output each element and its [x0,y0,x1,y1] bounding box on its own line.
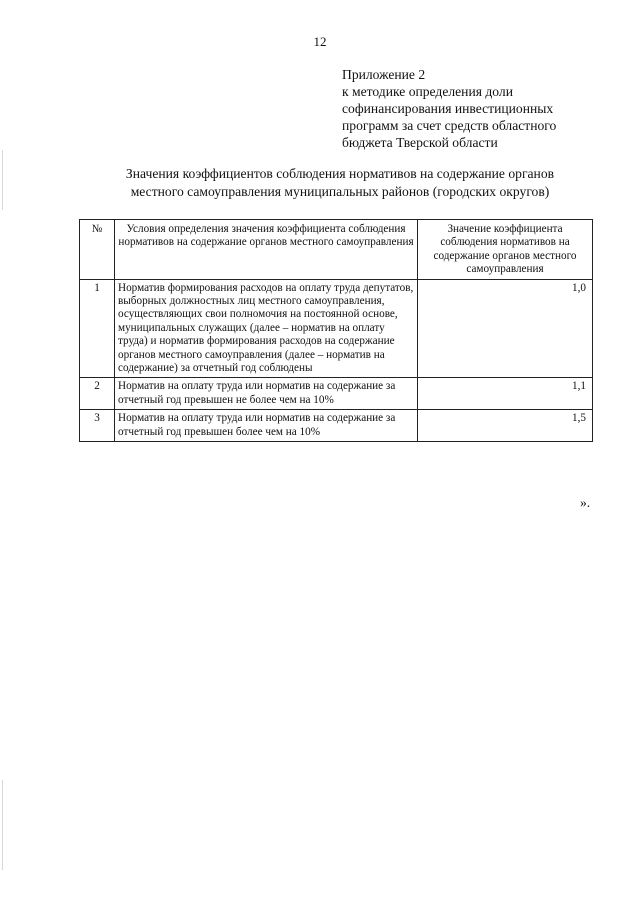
row-condition: Норматив на оплату труда или норматив на содержание за отчетный год превышен более чем на 10% [115,410,418,442]
row-number: 2 [80,378,115,410]
header-conditions: Условия определения значения коэффициента соблюдения нормативов на содержание органов местного самоуправления [115,220,418,280]
row-condition: Норматив формирования расходов на оплату труда депутатов, выборных должностных лиц местного самоуправления, осуществляющих свои полномочия на постоянной основе, муниципальных служащих (далее – норматив на оплату труда) и норматив формирования расходов на содержание органов местного самоуправления (далее – норматив на содержание) за отчетный год соблюдены [115,279,418,378]
coefficient-table [79,219,593,442]
page-number: 12 [313,34,327,49]
scan-edge-mark [2,150,3,210]
row-number: 1 [80,279,115,378]
header-number: № [80,220,115,280]
row-value: 1,0 [418,279,593,378]
header-value: Значение коэффициента соблюдения нормативов на содержание органов местного самоуправления [418,220,593,280]
appendix-heading [342,66,602,151]
title-line: местного самоуправления муниципальных районов (городских округов) [130,184,550,199]
table-row [80,378,593,410]
table-row [80,279,593,378]
appendix-line: к методике определения доли [342,84,513,99]
row-condition: Норматив на оплату труда или норматив на содержание за отчетный год превышен не более чем на 10% [115,378,418,410]
closing-quote-mark: ». [580,495,591,510]
row-value: 1,5 [418,410,593,442]
document-title [90,165,590,201]
row-number: 3 [80,410,115,442]
title-line: Значения коэффициентов соблюдения нормативов на содержание органов [125,166,555,181]
row-value: 1,1 [418,378,593,410]
scan-edge-mark [2,780,3,870]
appendix-line: бюджета Тверской области [342,135,498,150]
appendix-line: программ за счет средств областного [342,118,557,133]
table-row [80,410,593,442]
appendix-line: софинансирования инвестиционных [342,101,554,116]
table-header-row [80,220,593,280]
appendix-line: Приложение 2 [342,67,426,82]
